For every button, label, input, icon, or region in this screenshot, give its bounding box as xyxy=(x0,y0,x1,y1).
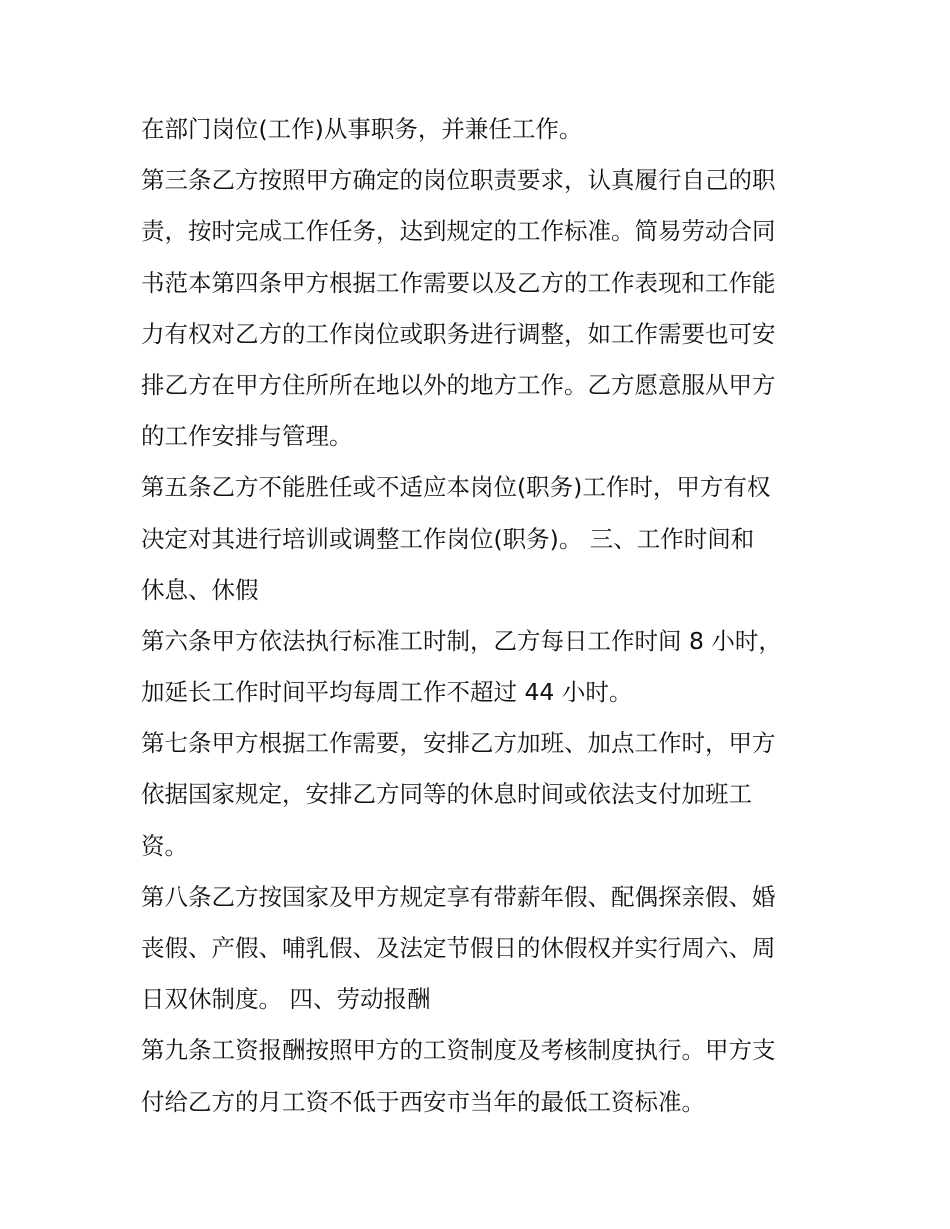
text-line: 付给乙方的月工资不低于西安市当年的最低工资标准。 xyxy=(141,1087,705,1116)
text-line: 的工作安排与管理。 xyxy=(141,422,353,451)
text-line: 日双休制度。 四、劳动报酬 xyxy=(141,985,431,1014)
text-line: 力有权对乙方的工作岗位或职务进行调整，如工作需要也可安 xyxy=(141,319,776,348)
text-line: 资。 xyxy=(141,831,188,860)
text-line: 依据国家规定，安排乙方同等的休息时间或依法支付加班工 xyxy=(141,780,752,809)
text-line: 排乙方在甲方住所所在地以外的地方工作。乙方愿意服从甲方 xyxy=(141,370,776,399)
text-line: 休息、休假 xyxy=(141,575,259,604)
text-line: 责，按时完成工作任务，达到规定的工作标准。简易劳动合同 xyxy=(141,217,776,246)
text-line: 第八条乙方按国家及甲方规定享有带薪年假、配偶探亲假、婚 xyxy=(141,882,776,911)
text-line: 第七条甲方根据工作需要，安排乙方加班、加点工作时，甲方 xyxy=(141,729,776,758)
text-line: 丧假、产假、哺乳假、及法定节假日的休假权并实行周六、周 xyxy=(141,934,776,962)
text-line: 第六条甲方依法执行标准工时制，乙方每日工作时间 8 小时， xyxy=(141,626,782,655)
text-line: 第五条乙方不能胜任或不适应本岗位(职务)工作时，甲方有权 xyxy=(141,473,771,502)
text-line: 决定对其进行培训或调整工作岗位(职务)。 三、工作时间和 xyxy=(141,524,755,553)
text-line: 在部门岗位(工作)从事职务，并兼任工作。 xyxy=(141,115,583,143)
text-line: 书范本第四条甲方根据工作需要以及乙方的工作表现和工作能 xyxy=(141,268,776,297)
text-line: 第三条乙方按照甲方确定的岗位职责要求，认真履行自己的职 xyxy=(141,166,776,195)
text-line: 加延长工作时间平均每周工作不超过 44 小时。 xyxy=(141,678,633,707)
document-body xyxy=(141,104,821,1128)
text-line: 第九条工资报酬按照甲方的工资制度及考核制度执行。甲方支 xyxy=(141,1036,776,1065)
